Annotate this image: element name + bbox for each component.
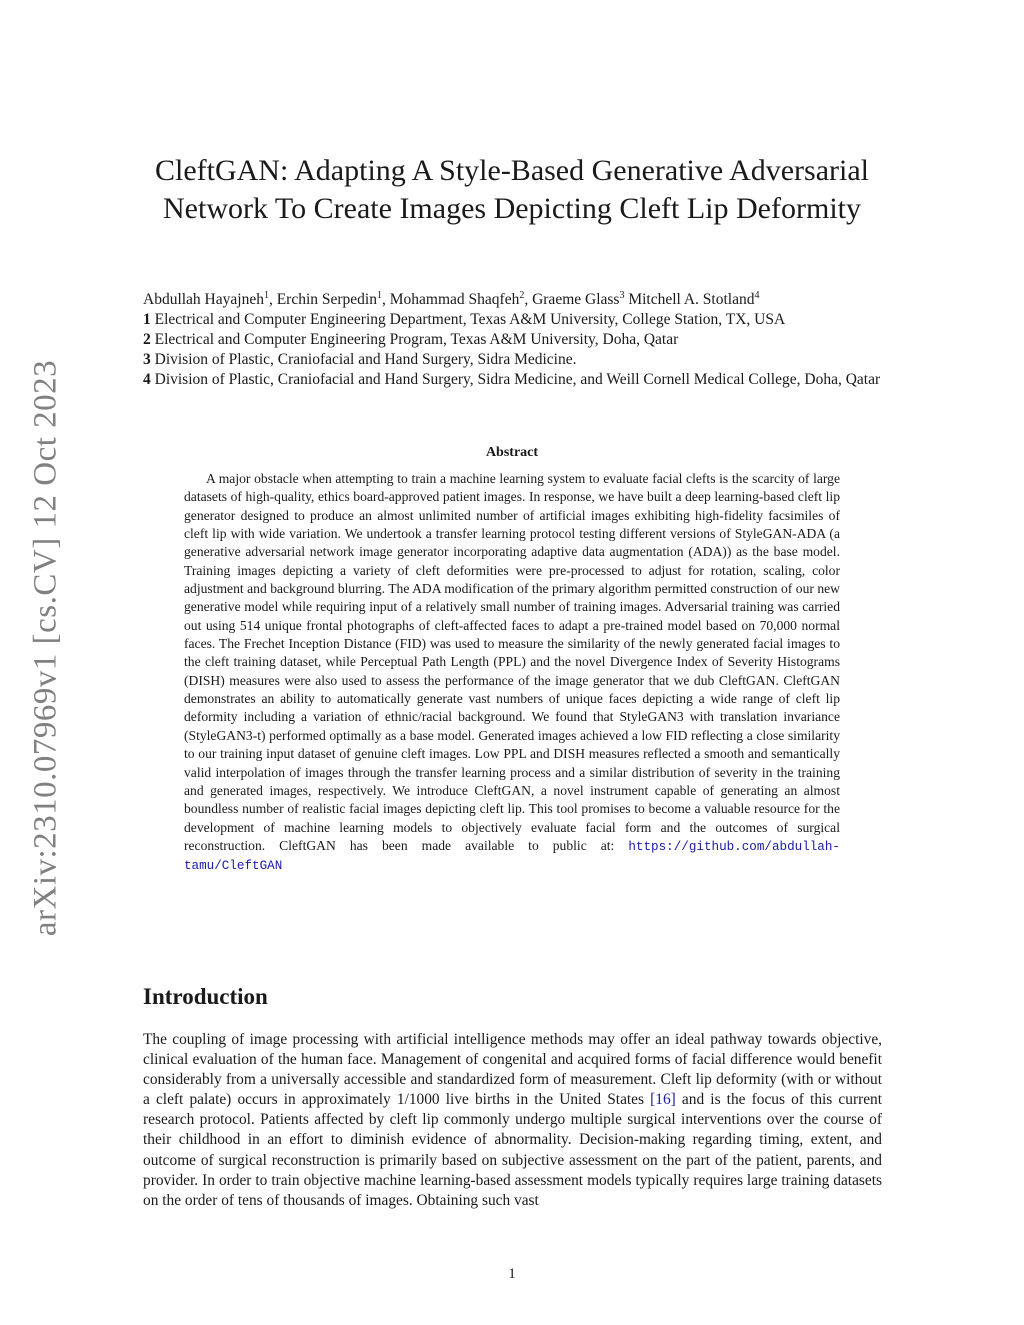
paper-title-line-2: Network To Create Images Depicting Cleft Lip Deformity (163, 192, 861, 225)
author: Abdullah Hayajneh$^1$, (143, 290, 277, 309)
author: Graeme Glass$^3$ (532, 290, 625, 309)
abstract-heading: Abstract (485, 445, 539, 460)
paper-title (120, 152, 904, 228)
affiliation: 2 Electrical and Computer Engineering Program, Texas A&M University, Doha, Qatar (143, 331, 679, 349)
arxiv-identifier-stamp[interactable]: arXiv:2310.07969v1 [cs.CV] 12 Oct 2023 (27, 359, 64, 937)
github-link[interactable]: https://github.com/abdullah-tamu/CleftGAN (184, 839, 840, 874)
abstract-body (184, 470, 840, 876)
introduction-paragraph: The coupling of image processing with artificial intelligence methods may offer an ideal pathway towards objective, clinical evaluation of the human face. Management of congenital and acquired forms of facial difference would benefit considerably from a universally accessible and standardized form of measurement. Cleft lip deformity (with or without a cleft palate) occurs in approximately 1/1000 live births in the United States [16] and is the focus of this current research protocol. Patients affected by cleft lip commonly undergo multiple surgical interventions over the course of their childhood in an effort to diminish evidence of abnormality. Decision-making regarding timing, extent, and outcome of surgical reconstruction is primarily based on subjective assessment on the part of the patient, parents, and provider. In order to train objective machine learning-based assessment models typically requires large training datasets on the order of tens of thousands of images. Obtaining such vast (143, 1031, 883, 1209)
author-list (143, 286, 883, 310)
affiliation: 3 Division of Plastic, Craniofacial and Hand Surgery, Sidra Medicine. (143, 351, 577, 369)
affiliation: 1 Electrical and Computer Engineering Department, Texas A&M University, College Station, TX, USA (143, 311, 786, 329)
author: Erchin Serpedin$^1$, (276, 290, 390, 309)
author: Mitchell A. Stotland$^4$ (628, 290, 760, 309)
abstract-text: A major obstacle when attempting to train a machine learning system to evaluate facial clefts is the scarcity of large datasets of high-quality, ethics board-approved patient images. In response, we have built a deep learning-based cleft lip generator designed to produce an almost unlimited number of artificial images exhibiting high-fidelity facsimiles of cleft lip with wide variation. We undertook a transfer learning protocol testing different versions of StyleGAN-ADA (a generative adversarial network image generator incorporating adaptive data augmentation (ADA)) as the base model. Training images depicting a variety of cleft deformities were pre-processed to adjust for rotation, scaling, color adjustment and background blurring. The ADA modification of the primary algorithm permitted construction of our new generative model while requiring input of a relatively small number of training images. Adversarial training was carried out using 514 unique frontal photographs of cleft-affected faces to adapt a pre-trained model based on 70,000 normal faces. The Frechet Inception Distance (FID) was used to measure the similarity of the newly generated facial images to the cleft training dataset, while Perceptual Path Length (PPL) and the novel Divergence Index of Severity Histograms (DISH) measures were also used to assess the performance of the image generator that we dub CleftGAN. CleftGAN demonstrates an ability to automatically generate vast numbers of unique faces depicting a wide range of cleft lip deformity including a variation of ethnic/racial background. We found that StyleGAN3 with translation invariance (StyleGAN3-t) performed optimally as a base model. Generated images achieved a low FID reflecting a close similarity to our training input dataset of genuine cleft images. Low PPL and DISH measures reflected a smooth and semantically valid interpolation of images through the transfer learning process and a similar distribution of severity in the training and generated images, respectively. We introduce CleftGAN, a novel instrument capable of generating an almost boundless number of realistic facial images depicting cleft lip. This tool promises to become a valuable resource for the development of machine learning models to objectively evaluate facial form and the outcomes of surgical reconstruction. CleftGAN has been made available to public at: (184, 471, 840, 853)
page-number: 1 (508, 1266, 516, 1282)
paper-title-line-1: CleftGAN: Adapting A Style-Based Generative Adversarial (154, 154, 869, 187)
citation-link[interactable]: [16] (650, 1091, 676, 1109)
section-heading-introduction: Introduction (143, 984, 268, 1009)
affiliation: 4 Division of Plastic, Craniofacial and Hand Surgery, Sidra Medicine, and Weill Cornell Medical College, Doha, Qatar (143, 371, 881, 389)
author: Mohammad Shaqfeh$^2$, (389, 290, 533, 309)
author-affiliation-block (143, 286, 883, 390)
